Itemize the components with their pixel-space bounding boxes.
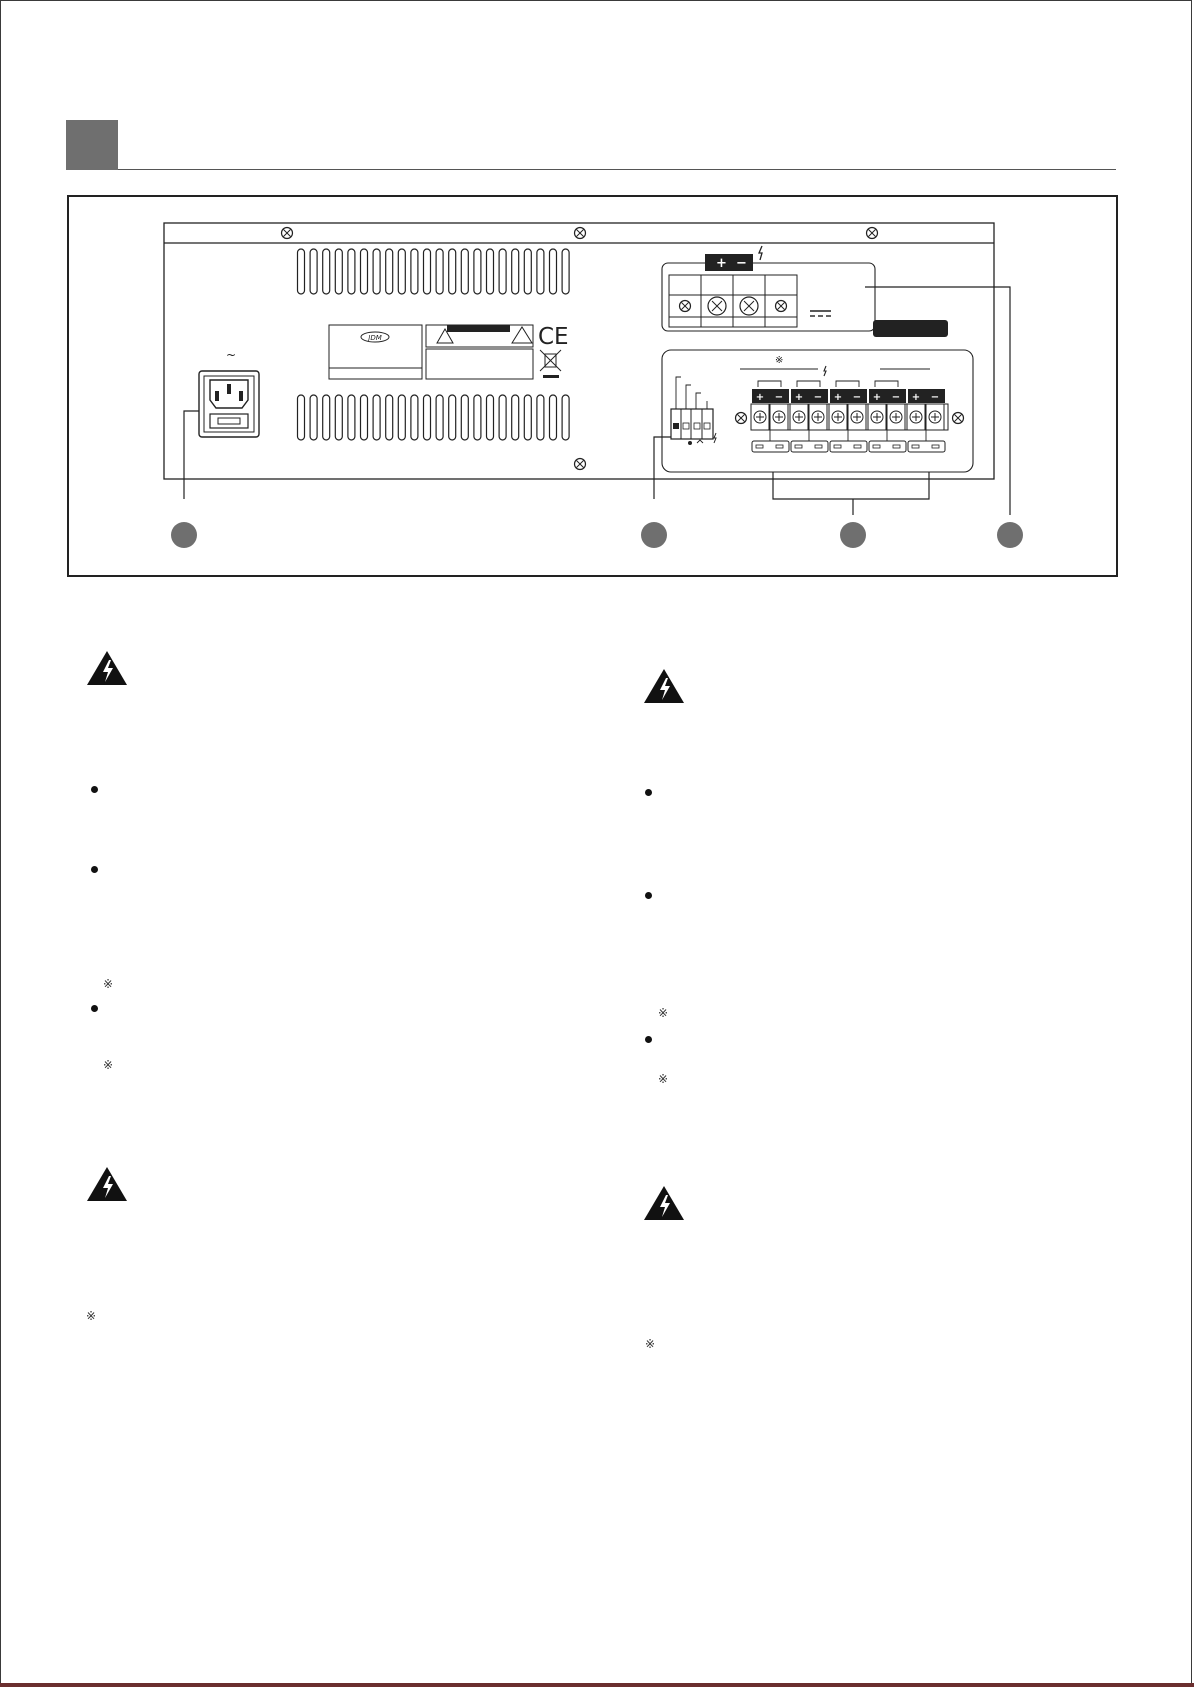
spk-end-screw-left bbox=[736, 413, 747, 424]
high-voltage-warning-icon bbox=[86, 650, 128, 686]
callout-circle-2 bbox=[641, 522, 667, 548]
vent-slot bbox=[524, 249, 531, 294]
dc-minus-label: − bbox=[736, 256, 747, 271]
vent-slot bbox=[550, 249, 557, 294]
vent-slot bbox=[474, 395, 481, 440]
speaker-minus-label: − bbox=[813, 392, 823, 403]
spk-end-screw-right bbox=[953, 413, 964, 424]
speaker-output-block bbox=[662, 350, 973, 472]
vent-slot bbox=[550, 395, 557, 440]
callout-circle-1 bbox=[171, 522, 197, 548]
vent-slot bbox=[474, 249, 481, 294]
speaker-plus-label: + bbox=[833, 392, 843, 403]
vent-slot bbox=[487, 249, 494, 294]
vent-slot bbox=[512, 249, 519, 294]
dc-terminal-minus[interactable] bbox=[740, 297, 758, 315]
header-rule bbox=[118, 169, 1116, 170]
bullet-icon bbox=[91, 1005, 98, 1012]
ac-symbol: ~ bbox=[226, 348, 237, 362]
brand-logo: JDM bbox=[368, 334, 382, 342]
high-voltage-warning-icon bbox=[643, 1185, 685, 1221]
reference-mark-icon: ※ bbox=[103, 977, 114, 991]
vent-slot bbox=[499, 249, 506, 294]
speaker-terminal[interactable] bbox=[829, 404, 847, 430]
vent-slot bbox=[361, 249, 368, 294]
vent-slot bbox=[310, 395, 317, 440]
vent-slot bbox=[398, 395, 405, 440]
vent-slot bbox=[449, 395, 456, 440]
dc-screw-2 bbox=[776, 301, 787, 312]
speaker-tap-mark bbox=[854, 445, 861, 448]
vent-slot bbox=[436, 395, 443, 440]
vent-slot bbox=[386, 249, 393, 294]
speaker-tap-mark bbox=[776, 445, 783, 448]
top-screw-left bbox=[282, 228, 293, 239]
vent-slot bbox=[461, 395, 468, 440]
vent-slot bbox=[562, 249, 569, 294]
vent-slot bbox=[348, 395, 355, 440]
speaker-terminal[interactable] bbox=[887, 404, 905, 430]
speaker-tap-mark bbox=[795, 445, 802, 448]
vent-slot bbox=[323, 395, 330, 440]
ac-inlet[interactable] bbox=[199, 371, 259, 437]
bottom-screw bbox=[575, 459, 586, 470]
vent-slot bbox=[335, 395, 342, 440]
speaker-minus-label: − bbox=[891, 392, 901, 403]
speaker-terminal[interactable] bbox=[751, 404, 769, 430]
vent-slot bbox=[524, 395, 531, 440]
callout-circle-3 bbox=[840, 522, 866, 548]
vent-slot bbox=[499, 395, 506, 440]
high-voltage-warning-icon bbox=[86, 1166, 128, 1202]
bullet-icon bbox=[645, 1036, 652, 1043]
speaker-terminal[interactable] bbox=[907, 404, 925, 430]
speaker-terminal[interactable] bbox=[770, 404, 788, 430]
ce-mark: CE bbox=[538, 324, 569, 350]
vent-slot bbox=[348, 249, 355, 294]
vent-slot bbox=[323, 249, 330, 294]
vent-slot bbox=[386, 395, 393, 440]
speaker-minus-label: − bbox=[852, 392, 862, 403]
section-marker bbox=[66, 120, 118, 170]
speaker-minus-label: − bbox=[774, 392, 784, 403]
speaker-tap-mark bbox=[873, 445, 880, 448]
reference-mark-icon: ※ bbox=[658, 1072, 669, 1086]
vent-slot bbox=[487, 395, 494, 440]
section-header bbox=[66, 120, 1116, 172]
dc-plus-label: + bbox=[716, 256, 727, 271]
speaker-tap-mark bbox=[756, 445, 763, 448]
vent-slot bbox=[310, 249, 317, 294]
top-screw-right bbox=[867, 228, 878, 239]
rear-panel-figure bbox=[67, 195, 1118, 577]
speaker-plus-label: + bbox=[794, 392, 804, 403]
dc-terminal-plus[interactable] bbox=[708, 297, 726, 315]
bullet-icon bbox=[91, 866, 98, 873]
vent-slot bbox=[512, 395, 519, 440]
vent-slot bbox=[335, 249, 342, 294]
bullet-icon bbox=[645, 789, 652, 796]
model-label bbox=[329, 325, 422, 379]
vent-slot bbox=[436, 249, 443, 294]
top-screw-center bbox=[575, 228, 586, 239]
vent-slot bbox=[562, 395, 569, 440]
speaker-terminal[interactable] bbox=[809, 404, 827, 430]
vent-slot bbox=[461, 249, 468, 294]
reference-mark-icon: ※ bbox=[645, 1337, 656, 1351]
speaker-tap-mark bbox=[893, 445, 900, 448]
reference-mark-icon: ※ bbox=[103, 1058, 114, 1072]
vent-slot bbox=[298, 249, 305, 294]
speaker-plus-label: + bbox=[755, 392, 765, 403]
speaker-tap-mark bbox=[932, 445, 939, 448]
speaker-terminal[interactable] bbox=[848, 404, 866, 430]
speaker-tap-mark bbox=[912, 445, 919, 448]
vent-slot bbox=[537, 249, 544, 294]
fixing-symbol: ※ bbox=[775, 355, 784, 366]
speaker-tap-mark bbox=[834, 445, 841, 448]
speaker-terminal[interactable] bbox=[926, 404, 944, 430]
callout-circle-4 bbox=[997, 522, 1023, 548]
vent-slot bbox=[298, 395, 305, 440]
dc-screw-1 bbox=[680, 301, 691, 312]
speaker-plus-label: + bbox=[872, 392, 882, 403]
vent-slot bbox=[398, 249, 405, 294]
speaker-minus-label: − bbox=[930, 392, 940, 403]
reference-mark-icon: ※ bbox=[86, 1309, 97, 1323]
vent-slot bbox=[411, 249, 418, 294]
caution-label bbox=[426, 325, 533, 379]
speaker-terminal[interactable] bbox=[868, 404, 886, 430]
vent-slot bbox=[424, 249, 431, 294]
vent-slot bbox=[537, 395, 544, 440]
vent-slot bbox=[411, 395, 418, 440]
speaker-terminal[interactable] bbox=[790, 404, 808, 430]
black-label-plate bbox=[873, 320, 948, 337]
rear-panel-diagram bbox=[69, 197, 1120, 579]
vent-slot bbox=[424, 395, 431, 440]
vent-slot bbox=[449, 249, 456, 294]
reference-mark-icon: ※ bbox=[658, 1006, 669, 1020]
bullet-icon bbox=[91, 786, 98, 793]
bottom-rule bbox=[0, 1683, 1194, 1687]
speaker-plus-label: + bbox=[911, 392, 921, 403]
vent-slot bbox=[373, 249, 380, 294]
bullet-icon bbox=[645, 892, 652, 899]
vent-slot bbox=[373, 395, 380, 440]
vent-slot bbox=[361, 395, 368, 440]
high-voltage-warning-icon bbox=[643, 668, 685, 704]
speaker-tap-mark bbox=[815, 445, 822, 448]
